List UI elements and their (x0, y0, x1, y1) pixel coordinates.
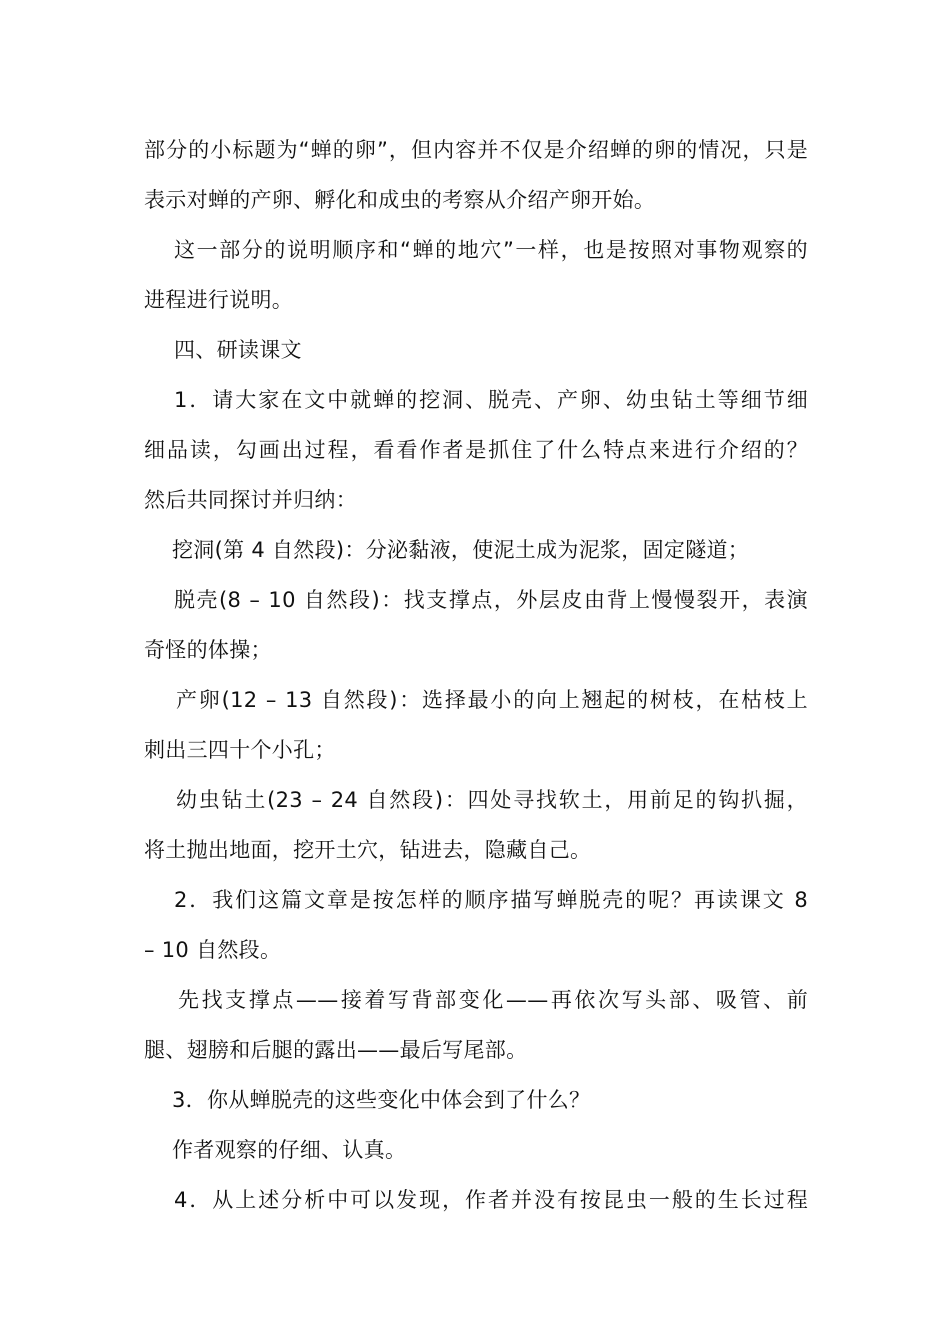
text-line: 2．我们这篇文章是按怎样的顺序描写蝉脱壳的呢？再读课文 8 (174, 888, 808, 912)
text-line: 表示对蝉的产卵、孵化和成虫的考察从介绍产卵开始。 (144, 188, 656, 212)
text-line: 将土抛出地面，挖开土穴，钻进去，隐藏自己。 (144, 838, 592, 862)
text-line: 3．你从蝉脱壳的这些变化中体会到了什么？ (172, 1088, 591, 1112)
text-line: 这一部分的说明顺序和“蝉的地穴”一样，也是按照对事物观察的 (174, 238, 808, 262)
text-line: 挖洞(第 4 自然段)：分泌黏液，使泥土成为泥浆，固定隧道； (172, 538, 750, 562)
text-line: 然后共同探讨并归纳： (144, 488, 357, 512)
text-line: 产卵(12 – 13 自然段)：选择最小的向上翘起的树枝，在枯枝上 (176, 688, 808, 712)
text-line: 1．请大家在文中就蝉的挖洞、脱壳、产卵、幼虫钻土等细节细 (174, 388, 808, 412)
text-line: 部分的小标题为“蝉的卵”，但内容并不仅是介绍蝉的卵的情况，只是 (144, 138, 808, 162)
text-line: 作者观察的仔细、认真。 (172, 1138, 407, 1162)
text-line: – 10 自然段。 (144, 938, 282, 962)
text-line: 刺出三四十个小孔； (144, 738, 336, 762)
text-line: 幼虫钻土(23 – 24 自然段)：四处寻找软土，用前足的钩扒掘， (176, 788, 808, 812)
text-line: 细品读，勾画出过程，看看作者是抓住了什么特点来进行介绍的？ (144, 438, 808, 462)
text-line: 奇怪的体操； (144, 638, 272, 662)
text-line: 先找支撑点——接着写背部变化——再依次写头部、吸管、前 (178, 988, 808, 1012)
section-heading: 四、研读课文 (174, 338, 302, 362)
text-line: 脱壳(8 – 10 自然段)：找支撑点，外层皮由背上慢慢裂开，表演 (174, 588, 808, 612)
text-line: 4．从上述分析中可以发现，作者并没有按昆虫一般的生长过程 (174, 1188, 808, 1212)
text-line: 进程进行说明。 (144, 288, 294, 312)
text-line: 腿、翅膀和后腿的露出——最后写尾部。 (144, 1038, 528, 1062)
